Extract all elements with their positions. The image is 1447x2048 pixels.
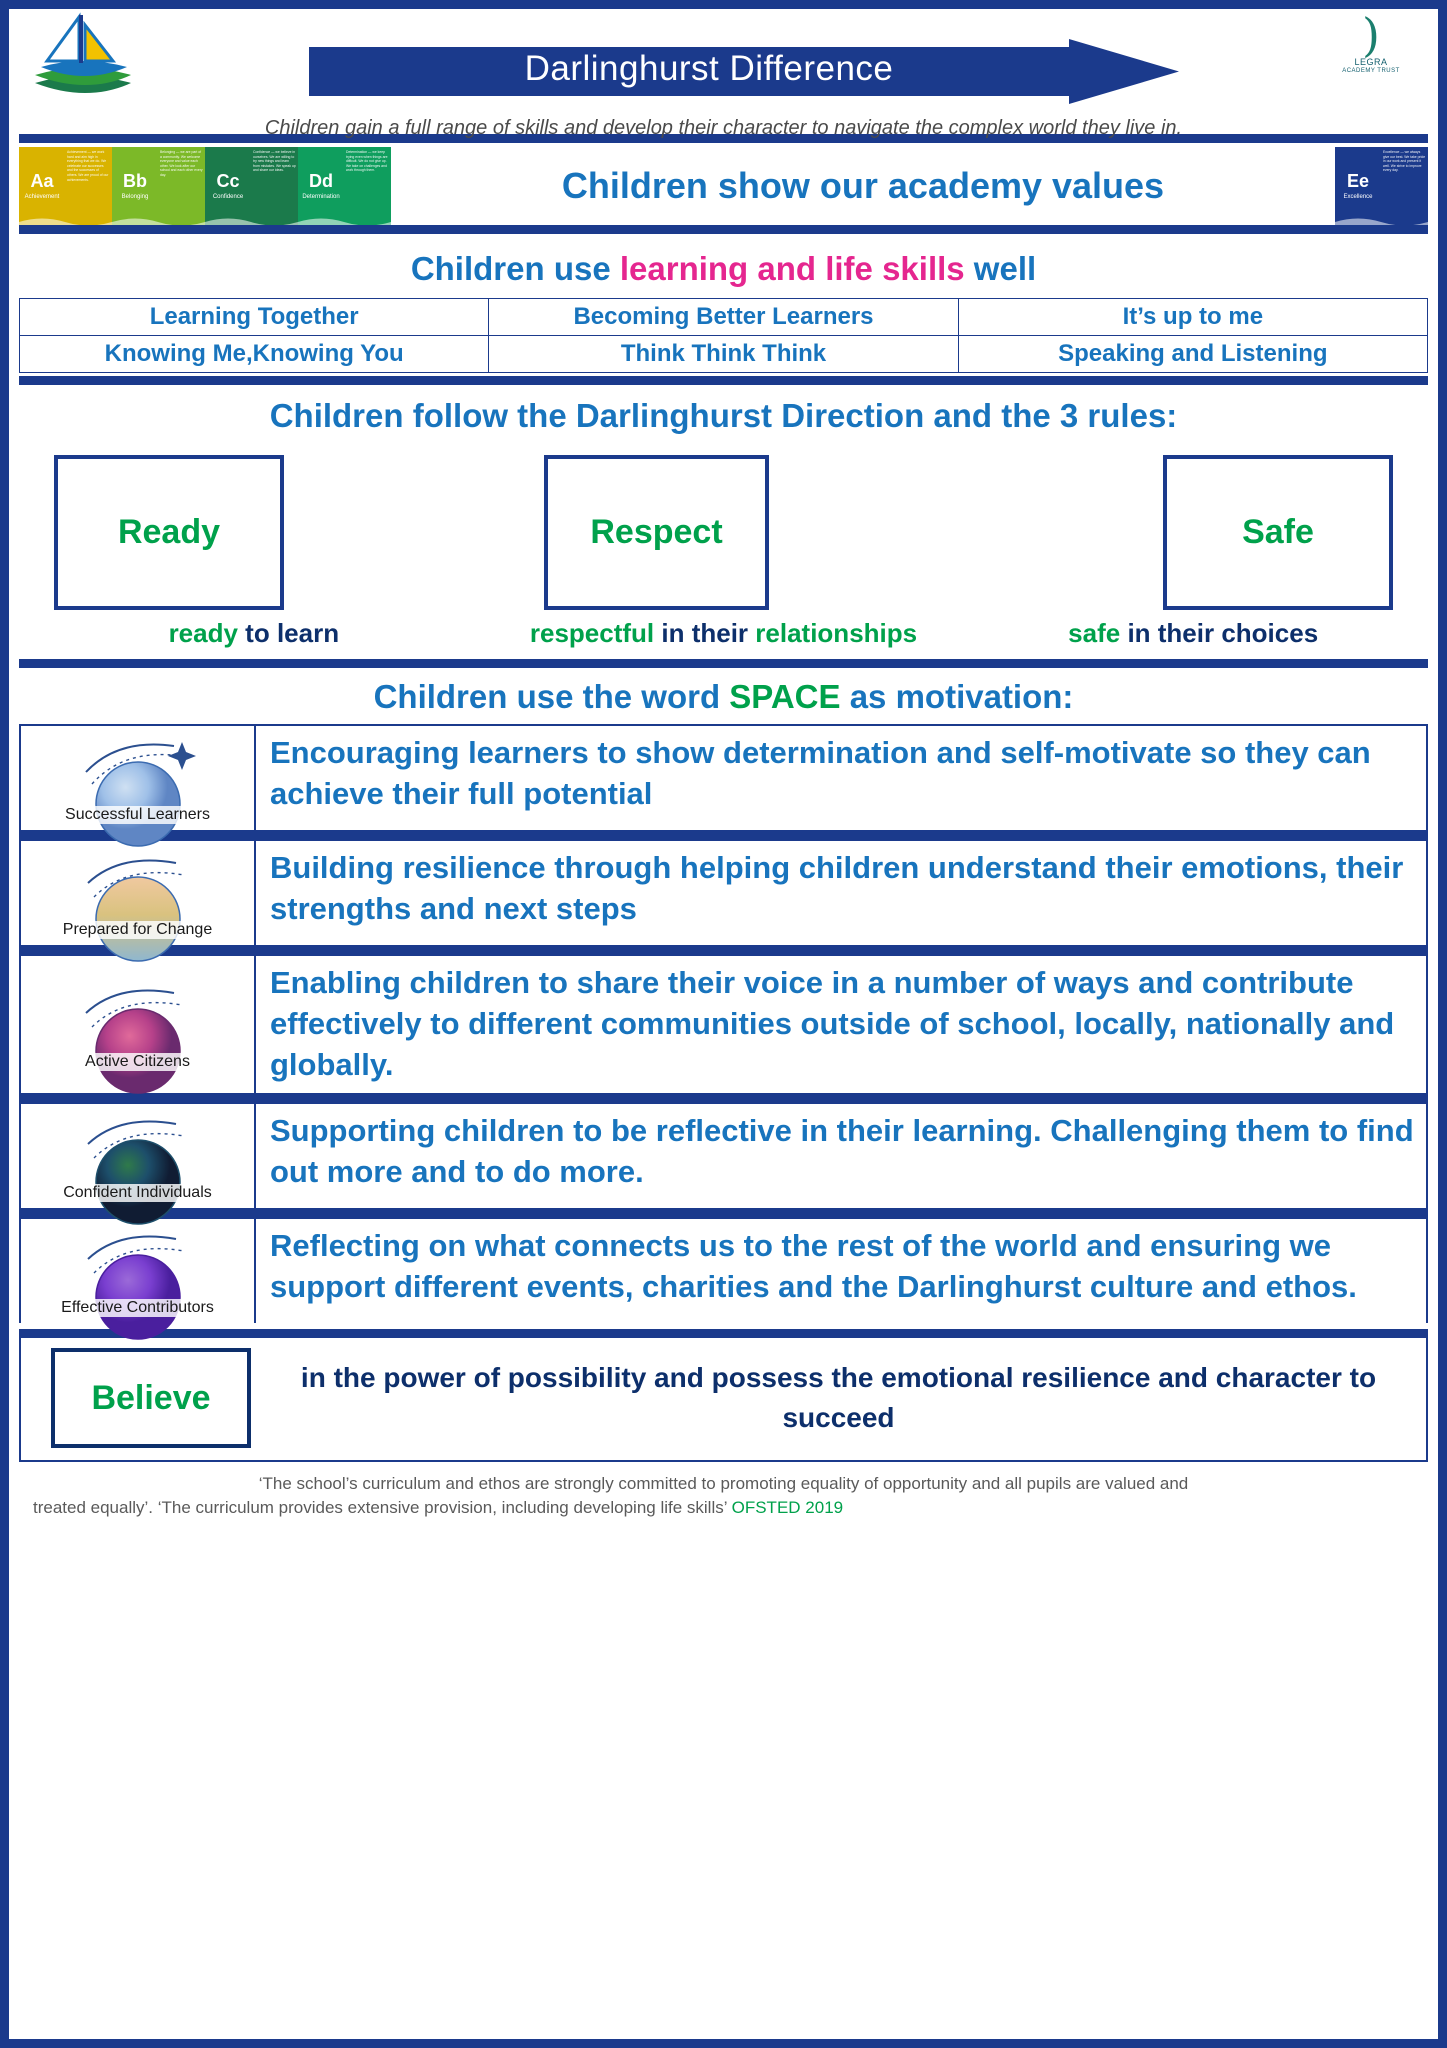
skill-cell: Speaking and Listening (958, 336, 1427, 373)
divider-skills (19, 376, 1428, 385)
value-name: Achievement (24, 193, 60, 200)
rule-caption-ready (19, 618, 489, 649)
believe-box: Believe (51, 1348, 251, 1448)
value-detail: Determination — we keep trying even when things are difficult. We do not give up. We take on challenges and work through them. (346, 150, 388, 173)
sailboat-logo-icon (27, 11, 135, 107)
skills-heading (9, 234, 1438, 298)
space-heading (9, 668, 1438, 724)
value-card-bb (112, 147, 205, 225)
planet-successful-learners-icon (78, 732, 198, 850)
space-text: Reflecting on what connects us to the rest of the world and ensuring we support different events, charities and the Darlinghurst culture and ethos. (270, 1228, 1357, 1304)
space-row-effective-contributors (19, 1217, 1428, 1323)
planet-confident-individuals-icon (78, 1110, 198, 1228)
rule-caption-respect (489, 618, 959, 649)
value-card-ee (1335, 147, 1428, 225)
space-icon-cell (21, 841, 256, 945)
academy-values-title: Children show our academy values (561, 165, 1165, 206)
header-subtitle: Children gain a full range of skills and develop their character to navigate the complex world they live in. (264, 117, 1183, 139)
rules-captions (19, 618, 1428, 659)
divider-space-4 (19, 1208, 1428, 1217)
divider-space-1 (19, 830, 1428, 839)
planet-label: Effective Contributors (58, 1299, 217, 1317)
value-detail: Belonging — we are part of a community. We welcome everyone and value each other. We look after our school and each other every day. (160, 150, 203, 177)
value-letter: Bb (123, 170, 147, 191)
caption-green: respectful (529, 618, 655, 648)
divider-space-2 (19, 945, 1428, 954)
space-icon-cell (21, 956, 256, 1093)
value-detail: Achievement — we work hard and aim high in everything that we do. We celebrate our successes and the successes of others. We are proud of our achievements. (67, 150, 109, 182)
skills-heading-part1: Children use (410, 250, 620, 287)
space-heading-part1: Children use the word (373, 678, 730, 715)
header (9, 8, 1438, 139)
caption-rest: to learn (237, 618, 340, 648)
legra-logo-sub: ACADEMY TRUST (1342, 68, 1400, 74)
space-heading-word: SPACE (729, 678, 841, 715)
page-title: Darlinghurst Difference (524, 49, 894, 88)
value-letter: Aa (30, 170, 54, 191)
skill-cell: Becoming Better Learners (489, 299, 958, 336)
space-heading-part2: as motivation: (840, 678, 1074, 715)
skills-table (19, 298, 1428, 373)
value-card-aa (19, 147, 112, 225)
planet-label: Prepared for Change (60, 921, 215, 939)
space-text: Building resilience through helping children understand their emotions, their strengths and next steps (270, 850, 1404, 926)
space-row-successful-learners (19, 724, 1428, 830)
caption-green: safe (1068, 618, 1121, 648)
skill-cell: Think Think Think (489, 336, 958, 373)
space-row-active-citizens (19, 954, 1428, 1093)
footer (9, 1462, 1438, 1520)
planet-label: Successful Learners (62, 806, 213, 824)
value-name: Belonging (121, 193, 149, 200)
skills-heading-highlight: learning and life skills (619, 250, 965, 287)
caption-green2: relationships (755, 618, 918, 648)
legra-logo-word: LEGRA (1354, 57, 1388, 67)
rule-box-ready: Ready (54, 455, 284, 610)
rules-row (19, 443, 1428, 618)
footer-line-1: ‘The school’s curriculum and ethos are strongly committed to promoting equality of opportunity and all pupils are valued and (258, 1474, 1189, 1493)
value-name: Excellence (1343, 193, 1373, 200)
value-detail: Confidence — we believe in ourselves. We are willing to try new things and learn from mistakes. We speak up and share our ideas. (253, 150, 296, 173)
space-row-confident-individuals (19, 1102, 1428, 1208)
planet-prepared-for-change-icon (78, 847, 198, 965)
divider-space-3 (19, 1093, 1428, 1102)
believe-text: in the power of possibility and possess the emotional resilience and character to succeed (300, 1362, 1377, 1433)
caption-rest: in their choices (1120, 618, 1319, 648)
divider-rules (19, 659, 1428, 668)
planet-effective-contributors-icon (78, 1225, 198, 1343)
ofsted-credit: OFSTED 2019 (726, 1498, 844, 1517)
planet-label: Active Citizens (82, 1053, 193, 1071)
planet-active-citizens-icon (78, 979, 198, 1097)
skill-cell: Knowing Me,Knowing You (20, 336, 489, 373)
value-letter: Cc (216, 170, 240, 191)
believe-section (19, 1338, 1428, 1462)
academy-values-strip (19, 147, 1428, 225)
divider-values (19, 225, 1428, 234)
footer-line-2 (33, 1496, 1414, 1520)
rule-caption-safe (958, 618, 1428, 649)
space-text: Supporting children to be reflective in their learning. Challenging them to find out more and to do more. (270, 1113, 1414, 1189)
rule-box-respect: Respect (544, 455, 769, 610)
space-icon-cell (21, 1104, 256, 1208)
planet-label: Confident Individuals (60, 1184, 215, 1202)
caption-mid: in their (654, 618, 756, 648)
caption-green: ready (168, 618, 238, 648)
legra-trust-logo-icon: ) LEGRA ACADEMY TRUST (1316, 13, 1426, 108)
value-card-cc (205, 147, 298, 225)
skill-cell: Learning Together (20, 299, 489, 336)
space-icon-cell (21, 1219, 256, 1323)
skill-cell: It’s up to me (958, 299, 1427, 336)
value-name: Determination (302, 193, 340, 200)
space-row-prepared-for-change (19, 839, 1428, 945)
value-letter: Ee (1346, 170, 1370, 191)
direction-heading: Children follow the Darlinghurst Direction and the 3 rules: (269, 397, 1178, 434)
value-letter: Dd (309, 170, 333, 191)
skills-heading-part2: well (964, 250, 1037, 287)
value-detail: Excellence — we always give our best. We take pride in our work and present it well. We strive to improve every day. (1383, 150, 1426, 173)
value-name: Confidence (212, 193, 244, 200)
footer-quote: treated equally’. ‘The curriculum provides extensive provision, including developing life skills’ (33, 1498, 727, 1517)
value-card-dd (298, 147, 391, 225)
space-icon-cell (21, 726, 256, 830)
divider-space-bottom (19, 1329, 1428, 1338)
space-text: Enabling children to share their voice in a number of ways and contribute effectively to different communities outside of school, locally, nationally and globally. (270, 965, 1395, 1082)
space-text: Encouraging learners to show determination and self-motivate so they can achieve their full potential (270, 735, 1371, 811)
table-row (20, 336, 1428, 373)
table-row (20, 299, 1428, 336)
rule-box-safe: Safe (1163, 455, 1393, 610)
